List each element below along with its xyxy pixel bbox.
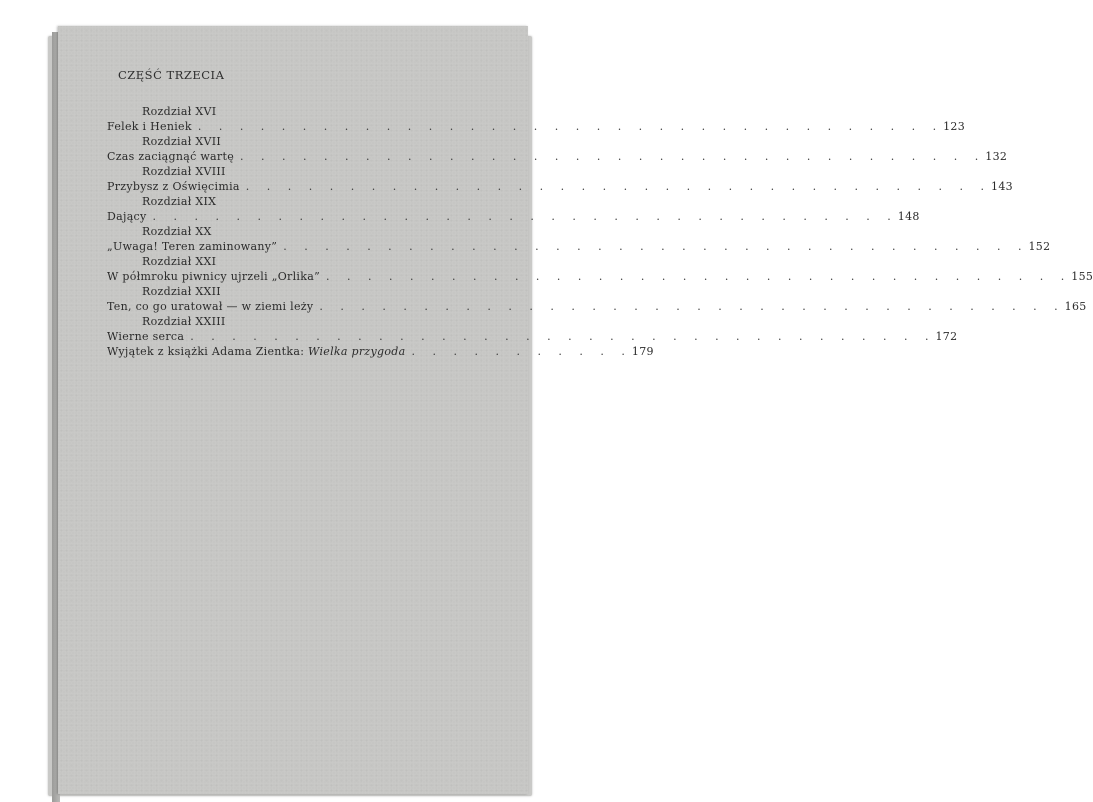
toc-entry: [107, 179, 1013, 194]
chapter-label: Rozdział XXIII: [142, 315, 226, 328]
section-title: CZĘŚĆ TRZECIA: [118, 68, 225, 82]
chapter-label: Rozdział XXI: [142, 255, 217, 268]
entry-title: Czas zaciągnąć wartę: [107, 150, 235, 163]
leader-dots: . . . . . . . . . . . . . . . . . . . . . . . . . . . . . . . . . . . .: [319, 300, 1065, 313]
entry-title: Dający: [107, 210, 147, 223]
chapter-label: Rozdział XXII: [142, 285, 221, 298]
leader-dots: . . . . . . . . . . . . . . . . . . . . . . . . . . . . . . . . . . . .: [197, 120, 944, 133]
entry-page-number: 148: [897, 210, 920, 223]
toc-entry: [107, 269, 1093, 284]
entry-title: [107, 344, 405, 359]
chapter-label: Rozdział XVII: [142, 135, 222, 148]
leader-dots: . . . . . . . . . . . . . . . . . . . . . . . . . . . . . . . . . . . .: [326, 270, 1072, 283]
entry-title: Wierne serca: [107, 330, 185, 343]
table-of-contents: [107, 104, 1093, 359]
entry-page-number: 179: [631, 345, 654, 358]
leader-dots: . . . . . . . . . . . . . . . . . . . . . . . . . . . . . . . . . . . .: [283, 240, 1029, 253]
entry-page-number: 152: [1028, 240, 1051, 253]
leader-dots: . . . . . . . . . . . . . . . . . . . . . . . . . . . . . . . . . . . .: [152, 210, 898, 223]
toc-entry-excerpt: [107, 344, 654, 359]
chapter-label: Rozdział XVI: [142, 105, 217, 118]
excerpt-book-title: Wielka przygoda: [308, 345, 406, 358]
entry-page-number: 165: [1064, 300, 1087, 313]
entry-title: Przybysz z Oświęcimia: [107, 180, 240, 193]
toc-entry: [107, 299, 1087, 314]
entry-title: „Uwaga! Teren zaminowany”: [107, 240, 278, 253]
toc-entry: [107, 239, 1051, 254]
entry-title: Felek i Heniek: [107, 120, 192, 133]
chapter-label: Rozdział XVIII: [142, 165, 226, 178]
leader-dots: . . . . . . . . . . . . . . . . . . . . . . . . . . . . . . . . . . . .: [240, 150, 986, 163]
chapter-label: Rozdział XIX: [142, 195, 217, 208]
entry-page-number: 155: [1071, 270, 1093, 283]
toc-entry: [107, 209, 920, 224]
entry-title: Ten, co go uratował — w ziemi leży: [107, 300, 314, 313]
toc-entry: [107, 329, 958, 344]
leader-dots: . . . . . . . . . . . . . . . . . . . . . . . . . . . . . . . . . . . .: [190, 330, 936, 343]
leader-dots: . . . . . . . . . . .: [411, 345, 632, 358]
toc-entry: [107, 119, 965, 134]
book-page: [58, 26, 1093, 794]
entry-page-number: 123: [943, 120, 965, 133]
leader-dots: . . . . . . . . . . . . . . . . . . . . . . . . . . . . . . . . . . . .: [245, 180, 992, 193]
entry-page-number: 132: [985, 150, 1008, 163]
entry-title: W półmroku piwnicy ujrzeli „Orlika”: [107, 270, 320, 283]
excerpt-title: Wyjątek z książki Adama Zientka:: [107, 345, 305, 358]
chapter-label: Rozdział XX: [142, 225, 212, 238]
toc-entry: [107, 149, 1008, 164]
entry-page-number: 143: [991, 180, 1013, 193]
entry-page-number: 172: [935, 330, 958, 343]
